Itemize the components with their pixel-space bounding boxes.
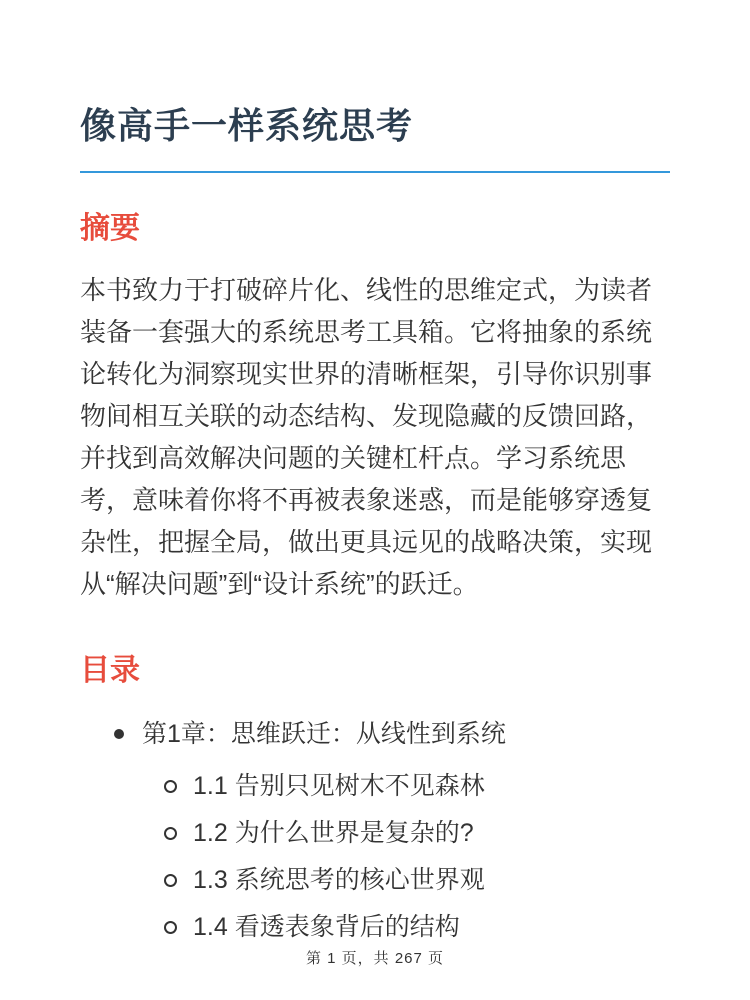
toc-section-label: 1.2 为什么世界是复杂的? [193, 819, 474, 848]
toc-section-label: 1.4 看透表象背后的结构 [193, 913, 460, 942]
circle-bullet-icon [164, 874, 177, 887]
toc-section-item [80, 816, 670, 850]
toc-section-label: 1.3 系统思考的核心世界观 [193, 866, 485, 895]
toc-section-item [80, 863, 670, 897]
page-footer: 第 1 页，共 267 页 [305, 950, 445, 967]
toc-chapter-label: 第1章：思维跃迁：从线性到系统 [142, 720, 506, 749]
circle-bullet-icon [164, 827, 177, 840]
circle-bullet-icon [164, 780, 177, 793]
toc-chapter-item [80, 717, 670, 944]
toc-sublist [80, 769, 670, 944]
toc-list [80, 717, 670, 944]
circle-bullet-icon [164, 921, 177, 934]
disc-bullet-icon [114, 729, 124, 739]
toc-heading: 目录 [80, 654, 140, 688]
abstract-heading: 摘要 [80, 212, 140, 246]
page-title: 像高手一样系统思考 [80, 105, 414, 146]
title-divider [80, 171, 670, 173]
toc-section-item [80, 910, 670, 944]
abstract-text: 本书致力于打破碎片化、线性的思维定式，为读者装备一套强大的系统思考工具箱。它将抽象的系统论转化为洞察现实世界的清晰框架，引导你识别事物间相互关联的动态结构、发现隐藏的反馈回路，并找到高效解决问题的关键杠杆点。学习系统思考，意味着你将不再被表象迷惑，而是能够穿透复杂性，把握全局，做出更具远见的战略决策，实现从“解决问题”到“设计系统”的跃迁。 [80, 275, 653, 600]
toc-section-label: 1.1 告别只见树木不见森林 [193, 772, 485, 801]
toc-section-item [80, 769, 670, 803]
toc-chapter-row [80, 717, 670, 751]
